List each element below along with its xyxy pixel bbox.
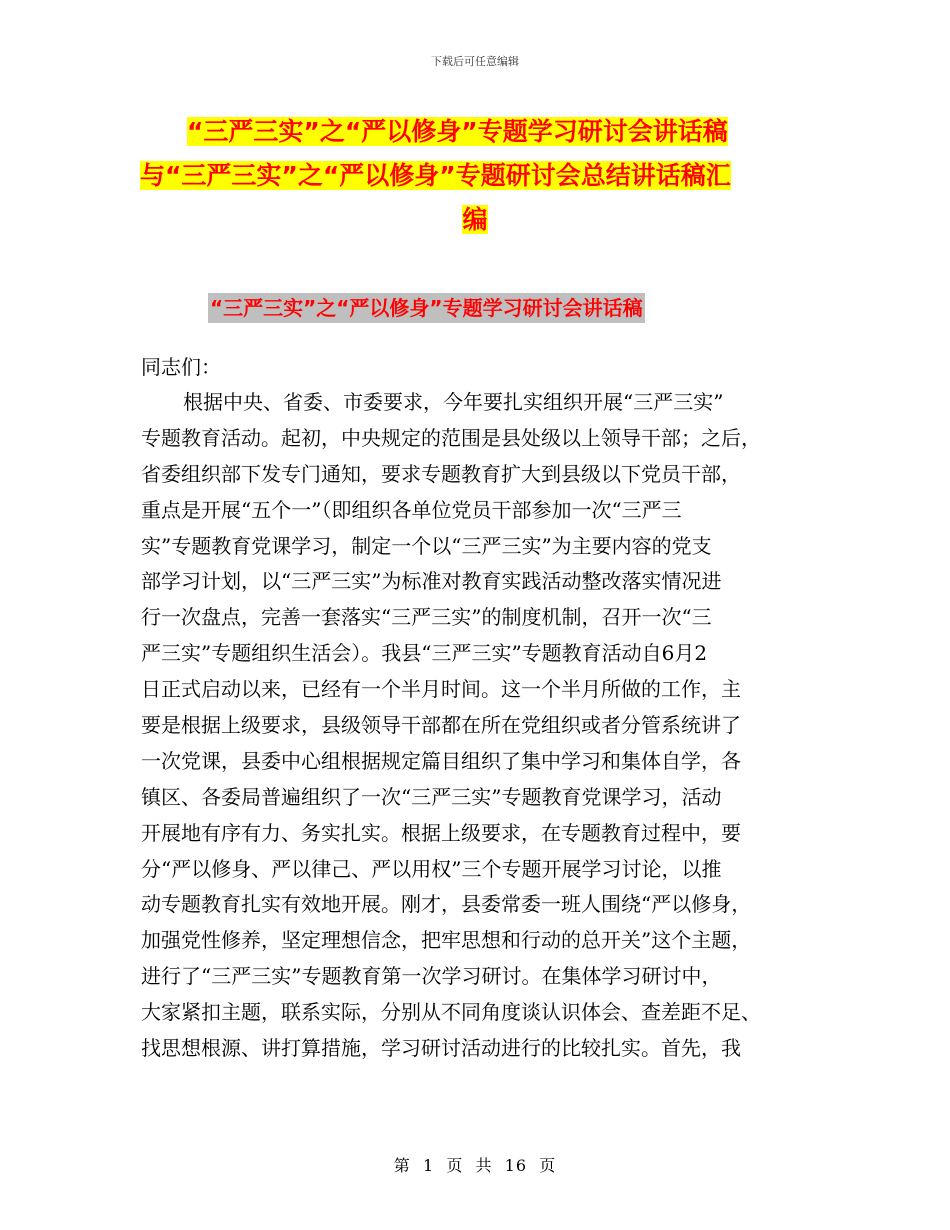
title-line: “三严三实”之“严以修身”专题学习研讨会讲话稿	[187, 117, 728, 146]
body-line: 专题教育活动。起初，中央规定的范围是县处级以上领导干部；之后，	[141, 425, 761, 450]
body-line: 实”专题教育党课学习，制定一个以“三严三实”为主要内容的党支	[141, 533, 712, 558]
body-line: 一次党课，县委中心组根据规定篇目组织了集中学习和集体自学，各	[141, 748, 741, 773]
title-line: 与“三严三实”之“严以修身”专题研讨会总结讲话稿汇	[140, 161, 731, 190]
body-line: 分“严以修身、严以律己、严以用权”三个专题开展学习讨论，以推	[141, 856, 722, 881]
salutation: 同志们：	[141, 355, 221, 379]
body-line: 行一次盘点，完善一套落实“三严三实”的制度机制，召开一次“三	[141, 605, 712, 630]
body-line: 加强党性修养，坚定理想信念，把牢思想和行动的总开关”这个主题，	[141, 928, 752, 953]
page-number: 第 1 页 共 16 页	[393, 1156, 557, 1175]
body-line: 动专题教育扎实有效地开展。刚才，县委常委一班人围绕“严以修身，	[141, 892, 752, 917]
body-line: 部学习计划，以“三严三实”为标准对教育实践活动整改落实情况进	[141, 569, 722, 594]
header-note: 下载后可任意编辑	[431, 55, 519, 68]
document-title	[140, 110, 810, 242]
body-line: 要是根据上级要求，县级领导干部都在所在党组织或者分管系统讲了	[141, 713, 741, 738]
body-line: 找思想根源、讲打算措施，学习研讨活动进行的比较扎实。首先，我	[141, 1036, 741, 1061]
body-line: 重点是开展“五个一”（即组织各单位党员干部参加一次“三严三	[141, 497, 682, 522]
body-line: 大家紧扣主题，联系实际，分别从不同角度谈认识体会、查差距不足、	[141, 1000, 761, 1025]
body-line: 根据中央、省委、市委要求，今年要扎实组织开展“三严三实”	[183, 390, 724, 414]
title-line: 编	[462, 205, 488, 234]
section-title: “三严三实”之“严以修身”专题学习研讨会讲话稿	[208, 293, 645, 323]
body-paragraph	[141, 385, 811, 1067]
body-line: 严三实”专题组织生活会）。我县“三严三实”专题教育活动自6月2	[141, 641, 708, 666]
body-line: 开展地有序有力、务实扎实。根据上级要求，在专题教育过程中，要	[141, 820, 741, 845]
body-line: 日正式启动以来，已经有一个半月时间。这一个半月所做的工作，主	[141, 677, 741, 702]
body-line: 镇区、各委局普遍组织了一次“三严三实”专题教育党课学习，活动	[141, 784, 722, 809]
body-line: 进行了“三严三实”专题教育第一次学习研讨。在集体学习研讨中，	[141, 964, 722, 989]
body-line: 省委组织部下发专门通知，要求专题教育扩大到县级以下党员干部，	[141, 461, 741, 486]
